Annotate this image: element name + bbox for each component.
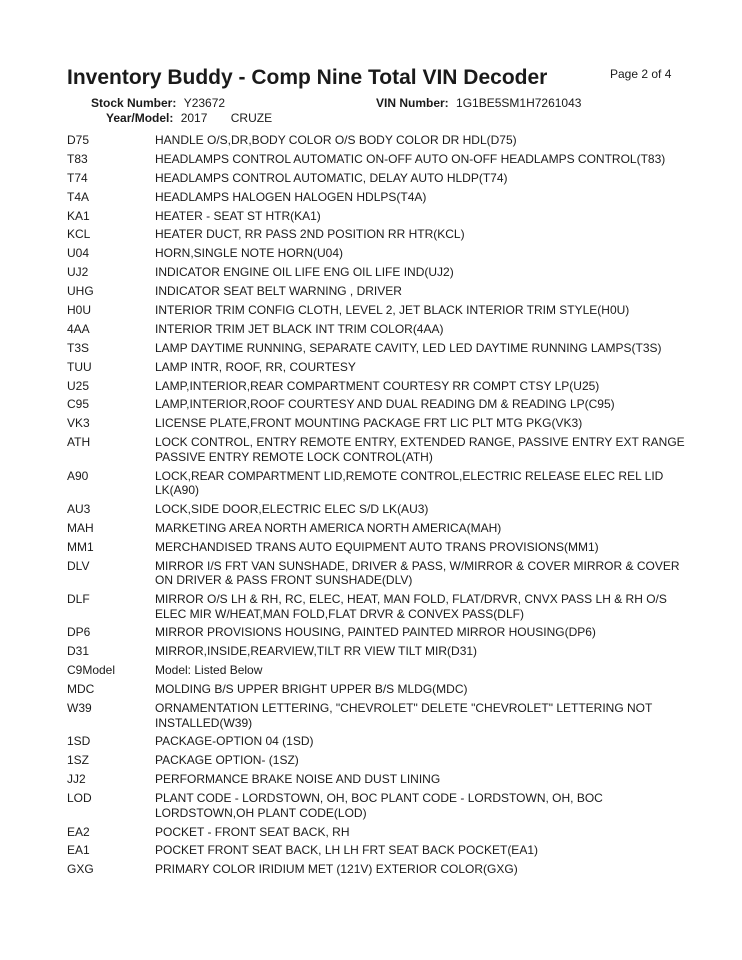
- year-model: [106, 111, 272, 125]
- option-code: KA1: [67, 208, 90, 223]
- option-row: [67, 190, 687, 205]
- model-value: CRUZE: [230, 111, 273, 125]
- option-row: [67, 791, 687, 820]
- option-row: [67, 469, 687, 498]
- option-description: INTERIOR TRIM JET BLACK INT TRIM COLOR(4AA): [155, 321, 444, 336]
- option-description: LOCK CONTROL, ENTRY REMOTE ENTRY, EXTENDED RANGE, PASSIVE ENTRY EXT RANGE PASSIVE ENTRY REMOTE LOCK CONTROL(ATH): [155, 435, 685, 464]
- option-description: PACKAGE-OPTION 04 (1SD): [155, 734, 314, 749]
- stock-number: [91, 96, 225, 110]
- option-row: [67, 360, 687, 375]
- option-row: [67, 825, 687, 840]
- option-description: HEADLAMPS CONTROL AUTOMATIC ON-OFF AUTO ON-OFF HEADLAMPS CONTROL(T83): [155, 151, 666, 166]
- vin-number-label: VIN Number:: [376, 96, 449, 110]
- option-description: Model: Listed Below: [155, 663, 263, 678]
- option-code: UHG: [67, 284, 94, 299]
- option-code: DP6: [67, 625, 91, 640]
- option-code: T83: [67, 151, 88, 166]
- option-description: LAMP,INTERIOR,ROOF COURTESY AND DUAL READING DM & READING LP(C95): [155, 397, 615, 412]
- option-code: UJ2: [67, 265, 89, 280]
- option-description: PACKAGE OPTION- (1SZ): [155, 753, 299, 768]
- option-row: [67, 843, 687, 858]
- option-description: POCKET - FRONT SEAT BACK, RH: [155, 824, 350, 839]
- option-description: HEADLAMPS CONTROL AUTOMATIC, DELAY AUTO HLDP(T74): [155, 170, 508, 185]
- option-code: 4AA: [67, 321, 90, 336]
- option-code: C95: [67, 397, 90, 412]
- option-code: DLV: [67, 558, 90, 573]
- option-code: GXG: [67, 862, 94, 877]
- option-row: [67, 246, 687, 261]
- option-code: AU3: [67, 502, 91, 517]
- option-row: [67, 416, 687, 431]
- option-row: [67, 772, 687, 787]
- option-row: [67, 209, 687, 224]
- option-row: [67, 379, 687, 394]
- option-row: [67, 682, 687, 697]
- option-row: [67, 753, 687, 768]
- option-description: PERFORMANCE BRAKE NOISE AND DUST LINING: [155, 772, 441, 787]
- option-description: INDICATOR SEAT BELT WARNING , DRIVER: [155, 284, 402, 299]
- option-description: LOCK,REAR COMPARTMENT LID,REMOTE CONTROL,ELECTRIC RELEASE ELEC REL LID LK(A90): [155, 468, 664, 498]
- option-row: [67, 435, 687, 464]
- option-description: HEADLAMPS HALOGEN HALOGEN HDLPS(T4A): [155, 189, 427, 204]
- option-code: MAH: [67, 520, 94, 535]
- option-row: [67, 502, 687, 517]
- option-description: LOCK,SIDE DOOR,ELECTRIC ELEC S/D LK(AU3): [155, 502, 429, 517]
- option-description: POCKET FRONT SEAT BACK, LH LH FRT SEAT BACK POCKET(EA1): [155, 843, 538, 858]
- option-row: [67, 521, 687, 536]
- option-code: KCL: [67, 227, 91, 242]
- option-code: U04: [67, 246, 90, 261]
- option-row: [67, 341, 687, 356]
- option-description: ORNAMENTATION LETTERING, "CHEVROLET" DELETE "CHEVROLET" LETTERING NOT INSTALLED(W39): [155, 701, 653, 730]
- option-description: MIRROR O/S LH & RH, RC, ELEC, HEAT, MAN FOLD, FLAT/DRVR, CNVX PASS LH & RH O/S ELEC MIR W/HEAT,MAN FOLD,FLAT DRVR & CONVEX PASS(DLF): [155, 592, 667, 621]
- option-row: [67, 559, 687, 588]
- option-code: T74: [67, 170, 88, 185]
- option-code: 1SD: [67, 734, 91, 749]
- option-code: 1SZ: [67, 753, 90, 768]
- option-description: HANDLE O/S,DR,BODY COLOR O/S BODY COLOR DR HDL(D75): [155, 133, 517, 147]
- option-row: [67, 265, 687, 280]
- option-row: [67, 644, 687, 659]
- option-row: [67, 701, 687, 730]
- option-row: [67, 171, 687, 186]
- year-value: 2017: [180, 111, 208, 125]
- page-title: Inventory Buddy - Comp Nine Total VIN Decoder: [67, 66, 548, 89]
- option-code: U25: [67, 378, 90, 393]
- option-code-list: [67, 133, 687, 881]
- vin-number-value: 1G1BE5SM1H7261043: [456, 96, 582, 110]
- option-code: VK3: [67, 416, 90, 431]
- option-description: LAMP INTR, ROOF, RR, COURTESY: [155, 359, 356, 374]
- option-description: MIRROR PROVISIONS HOUSING, PAINTED PAINTED MIRROR HOUSING(DP6): [155, 625, 596, 640]
- year-model-label: Year/Model:: [106, 111, 174, 125]
- option-description: HORN,SINGLE NOTE HORN(U04): [155, 246, 344, 261]
- option-description: INDICATOR ENGINE OIL LIFE ENG OIL LIFE IND(UJ2): [155, 265, 454, 280]
- page-number: Page 2 of 4: [610, 67, 672, 81]
- option-row: [67, 625, 687, 640]
- option-code: JJ2: [67, 772, 86, 787]
- option-code: C9Model: [67, 663, 116, 678]
- option-code: MM1: [67, 539, 94, 554]
- option-row: [67, 663, 687, 678]
- option-description: MARKETING AREA NORTH AMERICA NORTH AMERICA(MAH): [155, 520, 502, 535]
- option-description: HEATER DUCT, RR PASS 2ND POSITION RR HTR(KCL): [155, 227, 465, 242]
- option-code: DLF: [67, 592, 90, 607]
- option-code: LOD: [67, 791, 92, 806]
- option-code: T4A: [67, 189, 90, 204]
- option-description: HEATER - SEAT ST HTR(KA1): [155, 208, 321, 223]
- vin-number: [376, 96, 581, 110]
- option-description: LAMP,INTERIOR,REAR COMPARTMENT COURTESY RR COMPT CTSY LP(U25): [155, 378, 600, 393]
- option-description: MOLDING B/S UPPER BRIGHT UPPER B/S MLDG(MDC): [155, 682, 468, 697]
- option-row: [67, 322, 687, 337]
- option-row: [67, 862, 687, 877]
- option-row: [67, 227, 687, 242]
- option-code: EA2: [67, 824, 90, 839]
- option-row: [67, 303, 687, 318]
- option-code: MDC: [67, 682, 95, 697]
- option-row: [67, 133, 687, 148]
- option-code: D75: [67, 133, 90, 147]
- option-description: LICENSE PLATE,FRONT MOUNTING PACKAGE FRT LIC PLT MTG PKG(VK3): [155, 416, 583, 431]
- option-description: INTERIOR TRIM CONFIG CLOTH, LEVEL 2, JET BLACK INTERIOR TRIM STYLE(H0U): [155, 303, 630, 318]
- option-row: [67, 592, 687, 621]
- option-description: MIRROR I/S FRT VAN SUNSHADE, DRIVER & PASS, W/MIRROR & COVER MIRROR & COVER ON DRIVER & PASS FRONT SUNSHADE(DLV): [155, 558, 680, 588]
- option-description: PLANT CODE - LORDSTOWN, OH, BOC PLANT CODE - LORDSTOWN, OH, BOC LORDSTOWN,OH PLANT CODE(LOD): [155, 791, 603, 820]
- option-description: MERCHANDISED TRANS AUTO EQUIPMENT AUTO TRANS PROVISIONS(MM1): [155, 539, 599, 554]
- option-code: ATH: [67, 435, 91, 450]
- option-code: EA1: [67, 843, 90, 858]
- option-row: [67, 734, 687, 749]
- option-description: MIRROR,INSIDE,REARVIEW,TILT RR VIEW TILT MIR(D31): [155, 644, 478, 659]
- option-code: TUU: [67, 359, 92, 374]
- stock-number-value: Y23672: [183, 96, 226, 110]
- option-code: A90: [67, 468, 89, 483]
- option-row: [67, 540, 687, 555]
- option-code: D31: [67, 644, 90, 659]
- option-row: [67, 397, 687, 412]
- option-code: T3S: [67, 340, 90, 355]
- option-code: H0U: [67, 303, 92, 318]
- option-code: W39: [67, 701, 92, 716]
- stock-number-label: Stock Number:: [91, 96, 177, 110]
- option-row: [67, 284, 687, 299]
- option-description: PRIMARY COLOR IRIDIUM MET (121V) EXTERIOR COLOR(GXG): [155, 862, 518, 877]
- option-row: [67, 152, 687, 167]
- option-description: LAMP DAYTIME RUNNING, SEPARATE CAVITY, LED LED DAYTIME RUNNING LAMPS(T3S): [155, 340, 662, 355]
